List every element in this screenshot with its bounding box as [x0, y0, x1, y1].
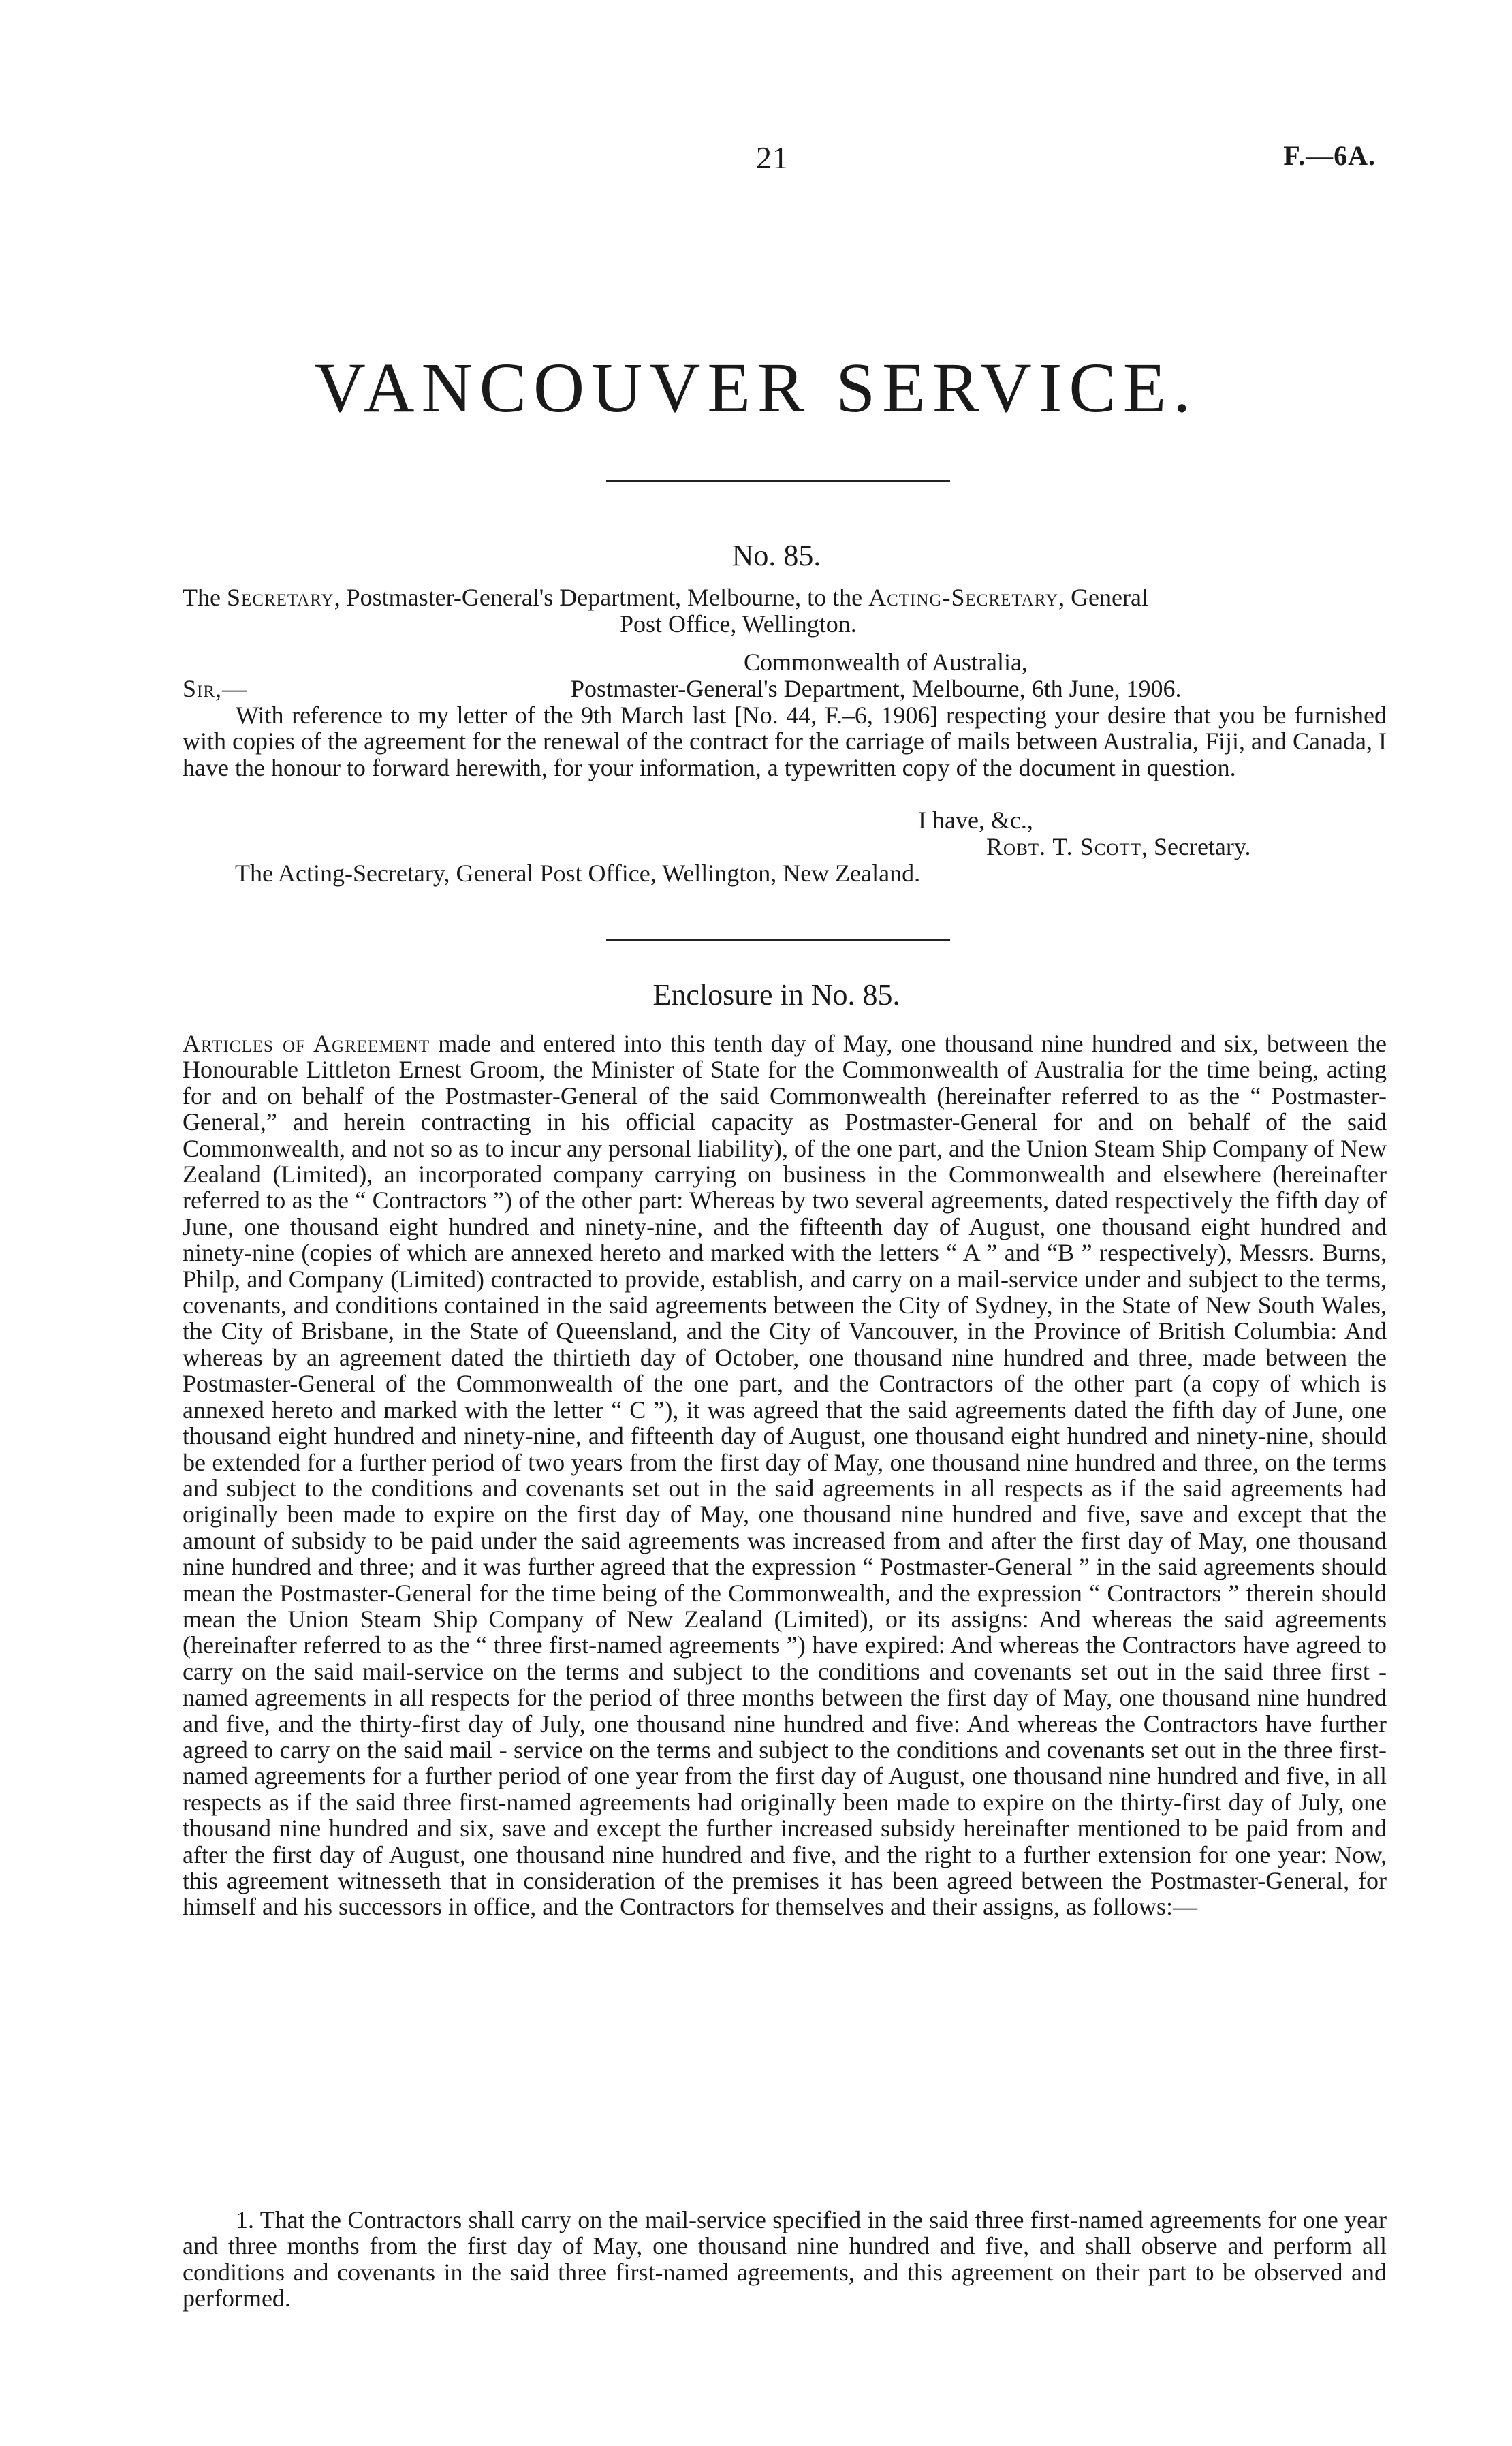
signature-title: , Secretary.	[1141, 833, 1251, 860]
intro-from: Secretary	[226, 584, 334, 611]
letter-intro-line-1	[183, 584, 1148, 611]
clause-1: 1. That the Contractors shall carry on the mail-service specified in the said three first-named agreements for one year and three months from the first day of May, one thousand nine hundred and five, and shall observe and perform all conditions and covenants in the said three first-named agreements, and this agreement on their part to be observed and performed.	[183, 2206, 1387, 2312]
page-title: VANCOUVER SERVICE.	[314, 349, 1198, 427]
enclosure-heading: Enclosure in No. 85.	[652, 978, 900, 1012]
letter-address-line-2: Postmaster-General's Department, Melbourne, 6th June, 1906.	[571, 675, 1182, 702]
document-code: F.—6A.	[1283, 140, 1376, 171]
letter-signature	[986, 834, 1251, 860]
enclosure-text: made and entered into this tenth day of May, one thousand nine hundred and six, between the Honourable Littleton Ernest Groom, the Minister of State for the Commonwealth of Australia for the time being, acting for and on behalf of the Postmaster-General of the said Commonwealth (hereinafter referred to as the “ Postmaster-General,” and herein contracting in his official capacity as Postmaster-General for and on behalf of the said Commonwealth, and not so as to incur any personal liability), of the one part, and the Union Steam Ship Company of New Zealand (Limited), an incorporated company carrying on business in the Commonwealth and elsewhere (hereinafter referred to as the “ Contractors ”) of the other part: Whereas by two several agreements, dated respectively the fifth day of June, one thousand eight hundred and ninety-nine, and the fifteenth day of August, one thousand eight hundred and ninety-nine (copies of which are annexed hereto and marked with the letters “ A ” and “B ” respectively), Messrs. Burns, Philp, and Company (Limited) contracted to provide, establish, and carry on a mail-service under and subject to the terms, covenants, and conditions contained in the said agreements between the City of Sydney, in the State of New South Wales, the City of Brisbane, in the State of Queensland, and the City of Vancouver, in the Province of British Columbia: And whereas by an agreement dated the thirtieth day of October, one thousand nine hundred and three, made between the Postmaster-General of the Commonwealth of the one part, and the Contractors of the other part (a copy of which is annexed hereto and marked with the letter “ C ”), it was agreed that the said agreements dated the fifth day of June, one thousand eight hundred and ninety-nine, and fifteenth day of August, one thousand eight hundred and ninety-nine, should be extended for a further period of two years from the first day of May, one thousand nine hundred and three, on the terms and subject to the conditions and covenants set out in the said agreements in all respects as if the said agreements had originally been made to expire on the first day of May, one thousand nine hundred and five, save and except that the amount of subsidy to be paid under the said agreements was increased from and after the first day of May, one thousand nine hundred and three; and it was further agreed that the expression “ Postmaster-General ” in the said agreements should mean the Postmaster-General for the time being of the Commonwealth, and the expression “ Contractors ” therein should mean the Union Steam Ship Company of New Zealand (Limited), or its assigns: And whereas the said agreements (hereinafter referred to as the “ three first-named agreements ”) have expired: And whereas the Contractors have agreed to carry on the said mail-service on the terms and subject to the conditions and covenants set out in the said three first - named agreements in all respects for the period of three months between the first day of May, one thousand nine hundred and five, and the thirty-first day of July, one thousand nine hundred and five: And whereas the Contractors have further agreed to carry on the said mail - service on the terms and subject to the conditions and covenants set out in the three first-named agreements for a further period of one year from the first day of August, one thousand nine hundred and five, in all respects as if the said three first-named agreements had originally been made to expire on the thirty-first day of July, one thousand nine hundred and six, save and except the further increased subsidy hereinafter mentioned to be paid from and after the first day of August, one thousand nine hundred and five, and the right to a further extension for one year: Now, this agreement witnesseth that in consideration of the premises it has been agreed between the Postmaster-General, for himself and his successors in office, and the Contractors for themselves and their assigns, as follows:—	[183, 1030, 1387, 1921]
letter-address-line-1: Commonwealth of Australia,	[744, 648, 1028, 676]
intro-text-a: The	[183, 584, 227, 611]
section-divider	[606, 480, 950, 482]
letter-salutation: Sir,—	[183, 675, 248, 702]
section-divider	[606, 939, 950, 941]
intro-to: Acting-Secretary	[868, 584, 1059, 611]
intro-text-b: , Postmaster-General's Department, Melbourne, to the	[334, 584, 869, 611]
letter-recipient: The Acting-Secretary, General Post Office, Wellington, New Zealand.	[235, 860, 921, 887]
letter-intro-line-2: Post Office, Wellington.	[620, 610, 857, 638]
intro-text-c: , General	[1058, 584, 1148, 611]
enclosure-lead: Articles of Agreement	[183, 1030, 430, 1057]
letter-number: No. 85.	[731, 539, 821, 572]
letter-closing: I have, &c.,	[918, 806, 1033, 834]
signature-name: Robt. T. Scott	[986, 833, 1141, 860]
enclosure-body	[183, 1031, 1387, 1920]
letter-body: With reference to my letter of the 9th March last [No. 44, F.–6, 1906] respecting your desire that you be furnished with copies of the agreement for the renewal of the contract for the carriage of mails between Australia, Fiji, and Canada, I have the honour to forward herewith, for your information, a typewritten copy of the document in question.	[183, 702, 1387, 781]
page-number: 21	[756, 140, 789, 175]
